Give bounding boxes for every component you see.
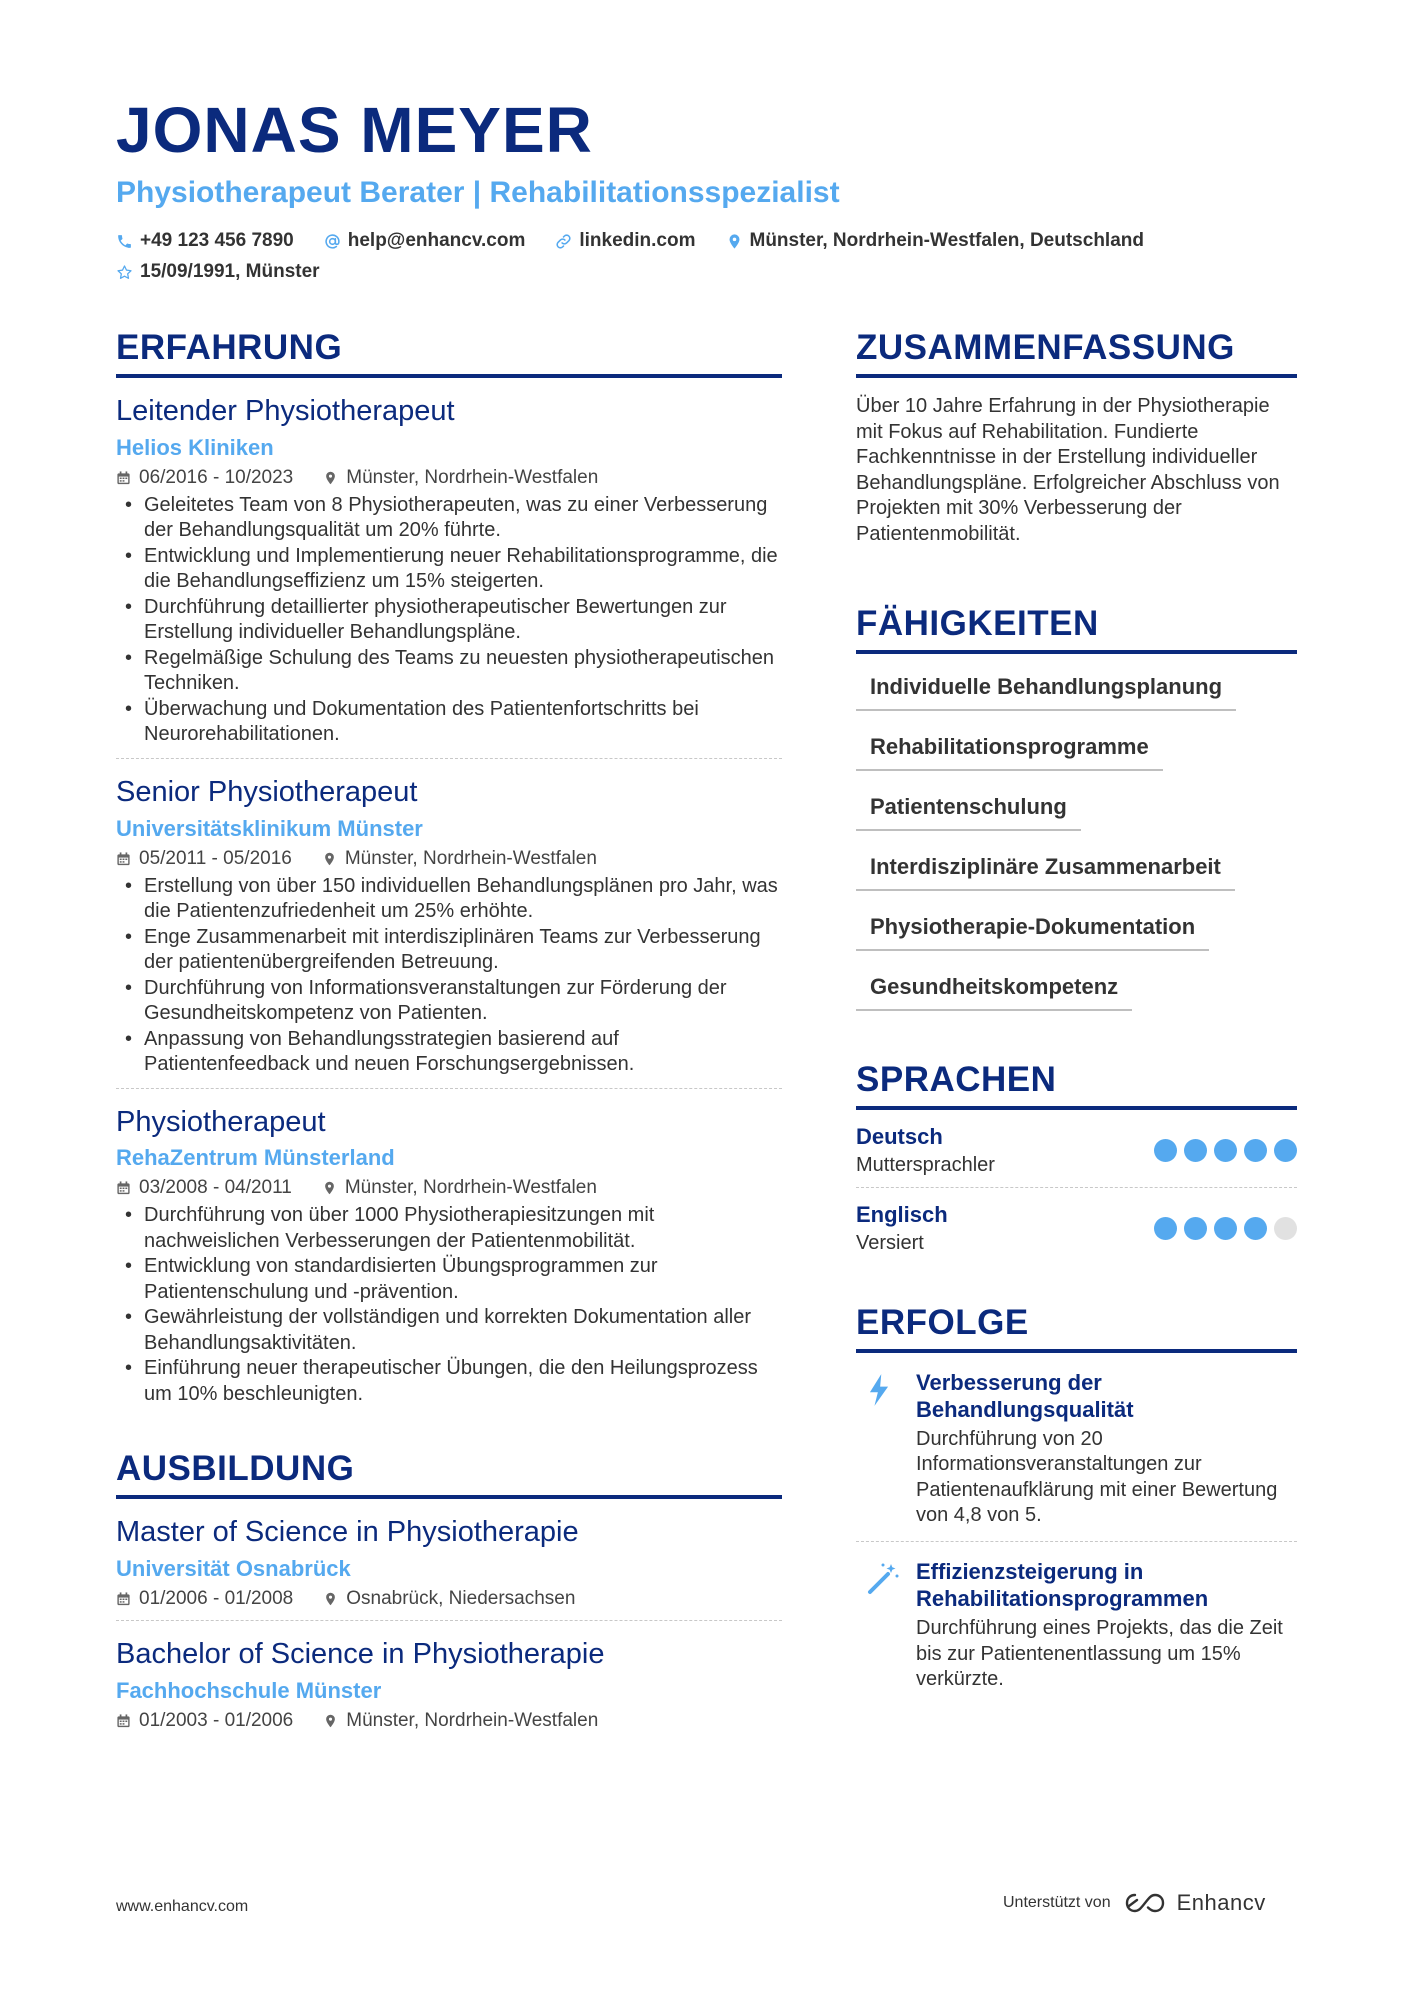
location-pin-icon	[322, 851, 337, 867]
rating-dot-filled	[1244, 1139, 1267, 1162]
job-entry	[116, 1089, 782, 1408]
job-location-text: Münster, Nordrhein-Westfalen	[344, 1177, 597, 1199]
education-dates-text: 01/2003 - 01/2006	[139, 1709, 294, 1731]
job-location	[322, 848, 597, 870]
bullet-item: • Geleitetes Team von 8 Physiotherapeuten, was zu einer Verbesserung der Behandlungsqualität um 20% führte.	[116, 493, 782, 544]
location-pin-icon	[323, 1713, 338, 1729]
calendar-icon	[116, 851, 131, 867]
bullet-item: • Einführung neuer therapeutischer Übungen, die den Heilungsprozess um 10% beschleunigten.	[116, 1356, 782, 1407]
achievement-title: Effizienzsteigerung in Rehabilitationsprogrammen	[916, 1558, 1209, 1611]
education-entry	[116, 1621, 782, 1732]
skill-tag: Physiotherapie-Dokumentation	[856, 908, 1209, 951]
candidate-name: JONAS MEYER	[116, 94, 593, 166]
rating-dot-filled	[1214, 1217, 1237, 1240]
achievement-entry	[856, 1542, 1297, 1693]
bullet-item: • Enge Zusammenarbeit mit interdisziplinären Teams zur Verbesserung der patientenübergreifenden Betreuung.	[116, 925, 782, 976]
bullet-item: • Entwicklung und Implementierung neuer Rehabilitationsprogramme, die die Behandlungseffizienz um 15% steigerten.	[116, 544, 782, 595]
job-meta	[116, 467, 782, 489]
job-dates	[116, 848, 292, 870]
job-title: Senior Physiotherapeut	[116, 775, 418, 808]
achievement-title: Verbesserung der Behandlungsqualität	[916, 1369, 1134, 1422]
skill-tag: Rehabilitationsprogramme	[856, 728, 1163, 771]
education-location-text: Osnabrück, Niedersachsen	[346, 1588, 576, 1610]
calendar-icon	[116, 1591, 131, 1607]
bullet-item: • Erstellung von über 150 individuellen Behandlungsplänen pro Jahr, was die Patientenzufriedenheit um 25% erhöhte.	[116, 874, 782, 925]
job-dates-text: 03/2008 - 04/2011	[139, 1177, 292, 1199]
bullet-item: • Anpassung von Behandlungsstrategien basierend auf Patientenfeedback und neuen Forschungsergebnissen.	[116, 1027, 782, 1078]
link-icon	[555, 233, 572, 250]
degree-title: Master of Science in Physiotherapie	[116, 1516, 579, 1549]
footer-website[interactable]: www.enhancv.com	[116, 1898, 249, 1915]
job-location-text: Münster, Nordrhein-Westfalen	[344, 847, 597, 869]
candidate-title: Physiotherapeut Berater | Rehabilitationsspezialist	[116, 176, 840, 209]
skills-heading: FÄHIGKEITEN	[856, 606, 1297, 654]
education-dates	[116, 1588, 293, 1610]
contact-location	[726, 230, 1144, 252]
job-location	[323, 467, 598, 489]
language-entry	[856, 1188, 1297, 1265]
education-location	[323, 1588, 575, 1610]
email-text: help@enhancv.com	[347, 230, 526, 251]
achievement-desc: Durchführung eines Projekts, das die Zeit bis zur Patientenentlassung um 15% verkürzte.	[916, 1616, 1283, 1691]
education-dates-text: 01/2006 - 01/2008	[139, 1588, 294, 1610]
job-location-text: Münster, Nordrhein-Westfalen	[346, 466, 599, 488]
at-icon	[324, 233, 341, 250]
location-pin-icon	[322, 1180, 337, 1196]
achievements-heading: ERFOLGE	[856, 1305, 1297, 1353]
rating-dot-empty	[1274, 1217, 1297, 1240]
bullet-item: • Gewährleistung der vollständigen und korrekten Dokumentation aller Behandlungsaktivitäten.	[116, 1305, 782, 1356]
job-company: Universitätsklinikum Münster	[116, 815, 423, 841]
brand-name: Enhancv	[1176, 1890, 1266, 1915]
language-entry	[856, 1110, 1297, 1187]
job-dates-text: 06/2016 - 10/2023	[139, 466, 294, 488]
education-dates	[116, 1710, 293, 1732]
achievement-desc: Durchführung von 20 Informationsveranstaltungen zur Patientenaufklärung mit einer Bewertung von 4,8 von 5.	[916, 1427, 1278, 1527]
bullet-item: • Regelmäßige Schulung des Teams zu neuesten physiotherapeutischen Techniken.	[116, 646, 782, 697]
language-level: Muttersprachler	[856, 1153, 995, 1176]
powered-by-text: Unterstützt von	[1003, 1894, 1111, 1911]
skill-tag: Gesundheitskompetenz	[856, 968, 1132, 1011]
bullet-item: • Überwachung und Dokumentation des Patientenfortschritts bei Neurorehabilitationen.	[116, 697, 782, 748]
summary-text: Über 10 Jahre Erfahrung in der Physiotherapie mit Fokus auf Rehabilitation. Fundierte Fachkenntnisse in der Erstellung individueller Behandlungspläne. Erfolgreicher Abschluss von Projekten mit 30% Verbesserung der Patientenmobilität.	[856, 395, 1280, 545]
education-meta	[116, 1710, 782, 1732]
job-bullets	[116, 874, 782, 1078]
location-pin-icon	[323, 470, 338, 486]
location-pin-icon	[726, 233, 743, 250]
job-meta	[116, 1177, 782, 1199]
degree-title: Bachelor of Science in Physiotherapie	[116, 1638, 605, 1671]
school-name: Universität Osnabrück	[116, 1556, 351, 1582]
right-column	[856, 330, 1297, 1693]
contact-birth	[116, 261, 320, 283]
calendar-icon	[116, 470, 131, 486]
job-dates-text: 05/2011 - 05/2016	[139, 847, 292, 869]
enhancv-logo-icon	[1123, 1890, 1169, 1916]
language-rating	[1147, 1139, 1297, 1162]
magic-wand-icon	[866, 1562, 900, 1596]
languages-heading: SPRACHEN	[856, 1062, 1297, 1110]
rating-dot-filled	[1214, 1139, 1237, 1162]
education-meta	[116, 1588, 782, 1610]
rating-dot-filled	[1184, 1139, 1207, 1162]
education-entry	[116, 1499, 782, 1621]
job-entry	[116, 378, 782, 759]
job-title: Physiotherapeut	[116, 1105, 326, 1138]
phone-icon	[116, 233, 133, 250]
language-name: Englisch	[856, 1201, 948, 1227]
bullet-item: • Durchführung detaillierter physiotherapeutischer Bewertungen zur Erstellung individueller Behandlungspläne.	[116, 595, 782, 646]
birth-text: 15/09/1991, Münster	[140, 261, 320, 282]
left-column	[116, 330, 782, 1732]
contact-phone	[116, 230, 294, 252]
skill-tag: Individuelle Behandlungsplanung	[856, 668, 1236, 711]
education-location-text: Münster, Nordrhein-Westfalen	[346, 1709, 599, 1731]
bullet-item: • Durchführung von über 1000 Physiotherapiesitzungen mit nachweislichen Verbesserungen der Patientenmobilität.	[116, 1203, 782, 1254]
job-location	[322, 1177, 597, 1199]
school-name: Fachhochschule Münster	[116, 1677, 382, 1703]
location-pin-icon	[323, 1591, 338, 1607]
footer-branding	[1003, 1890, 1266, 1916]
job-dates	[116, 1177, 292, 1199]
bullet-item: • Durchführung von Informationsveranstaltungen zur Förderung der Gesundheitskompetenz von Patienten.	[116, 976, 782, 1027]
education-location	[323, 1710, 598, 1732]
location-text: Münster, Nordrhein-Westfalen, Deutschland	[749, 230, 1144, 251]
star-icon	[116, 264, 133, 281]
skill-tag: Patientenschulung	[856, 788, 1081, 831]
achievement-entry	[856, 1353, 1297, 1529]
experience-heading: ERFAHRUNG	[116, 330, 782, 378]
job-company: RehaZentrum Münsterland	[116, 1145, 395, 1171]
rating-dot-filled	[1154, 1139, 1177, 1162]
job-company: Helios Kliniken	[116, 434, 274, 460]
skills-list	[856, 668, 1297, 1028]
phone-text: +49 123 456 7890	[140, 230, 294, 251]
language-name: Deutsch	[856, 1123, 943, 1149]
education-heading: AUSBILDUNG	[116, 1451, 782, 1499]
summary-heading: ZUSAMMENFASSUNG	[856, 330, 1297, 378]
job-title: Leitender Physiotherapeut	[116, 395, 455, 427]
job-entry	[116, 759, 782, 1089]
rating-dot-filled	[1184, 1217, 1207, 1240]
job-meta	[116, 848, 782, 870]
job-dates	[116, 467, 293, 489]
bullet-item: • Entwicklung von standardisierten Übungsprogrammen zur Patientenschulung und -prävention.	[116, 1254, 782, 1305]
job-bullets	[116, 493, 782, 748]
linkedin-text: linkedin.com	[579, 230, 696, 251]
rating-dot-filled	[1154, 1217, 1177, 1240]
calendar-icon	[116, 1180, 131, 1196]
contact-row-2	[116, 261, 350, 283]
skill-tag: Interdisziplinäre Zusammenarbeit	[856, 848, 1235, 891]
rating-dot-filled	[1274, 1139, 1297, 1162]
rating-dot-filled	[1244, 1217, 1267, 1240]
lightning-icon	[866, 1373, 892, 1407]
language-level: Versiert	[856, 1231, 924, 1254]
job-bullets	[116, 1203, 782, 1407]
language-rating	[1147, 1217, 1297, 1240]
contact-email[interactable]	[324, 230, 526, 252]
contact-row	[116, 230, 1174, 252]
contact-linkedin[interactable]	[555, 230, 695, 252]
calendar-icon	[116, 1713, 131, 1729]
